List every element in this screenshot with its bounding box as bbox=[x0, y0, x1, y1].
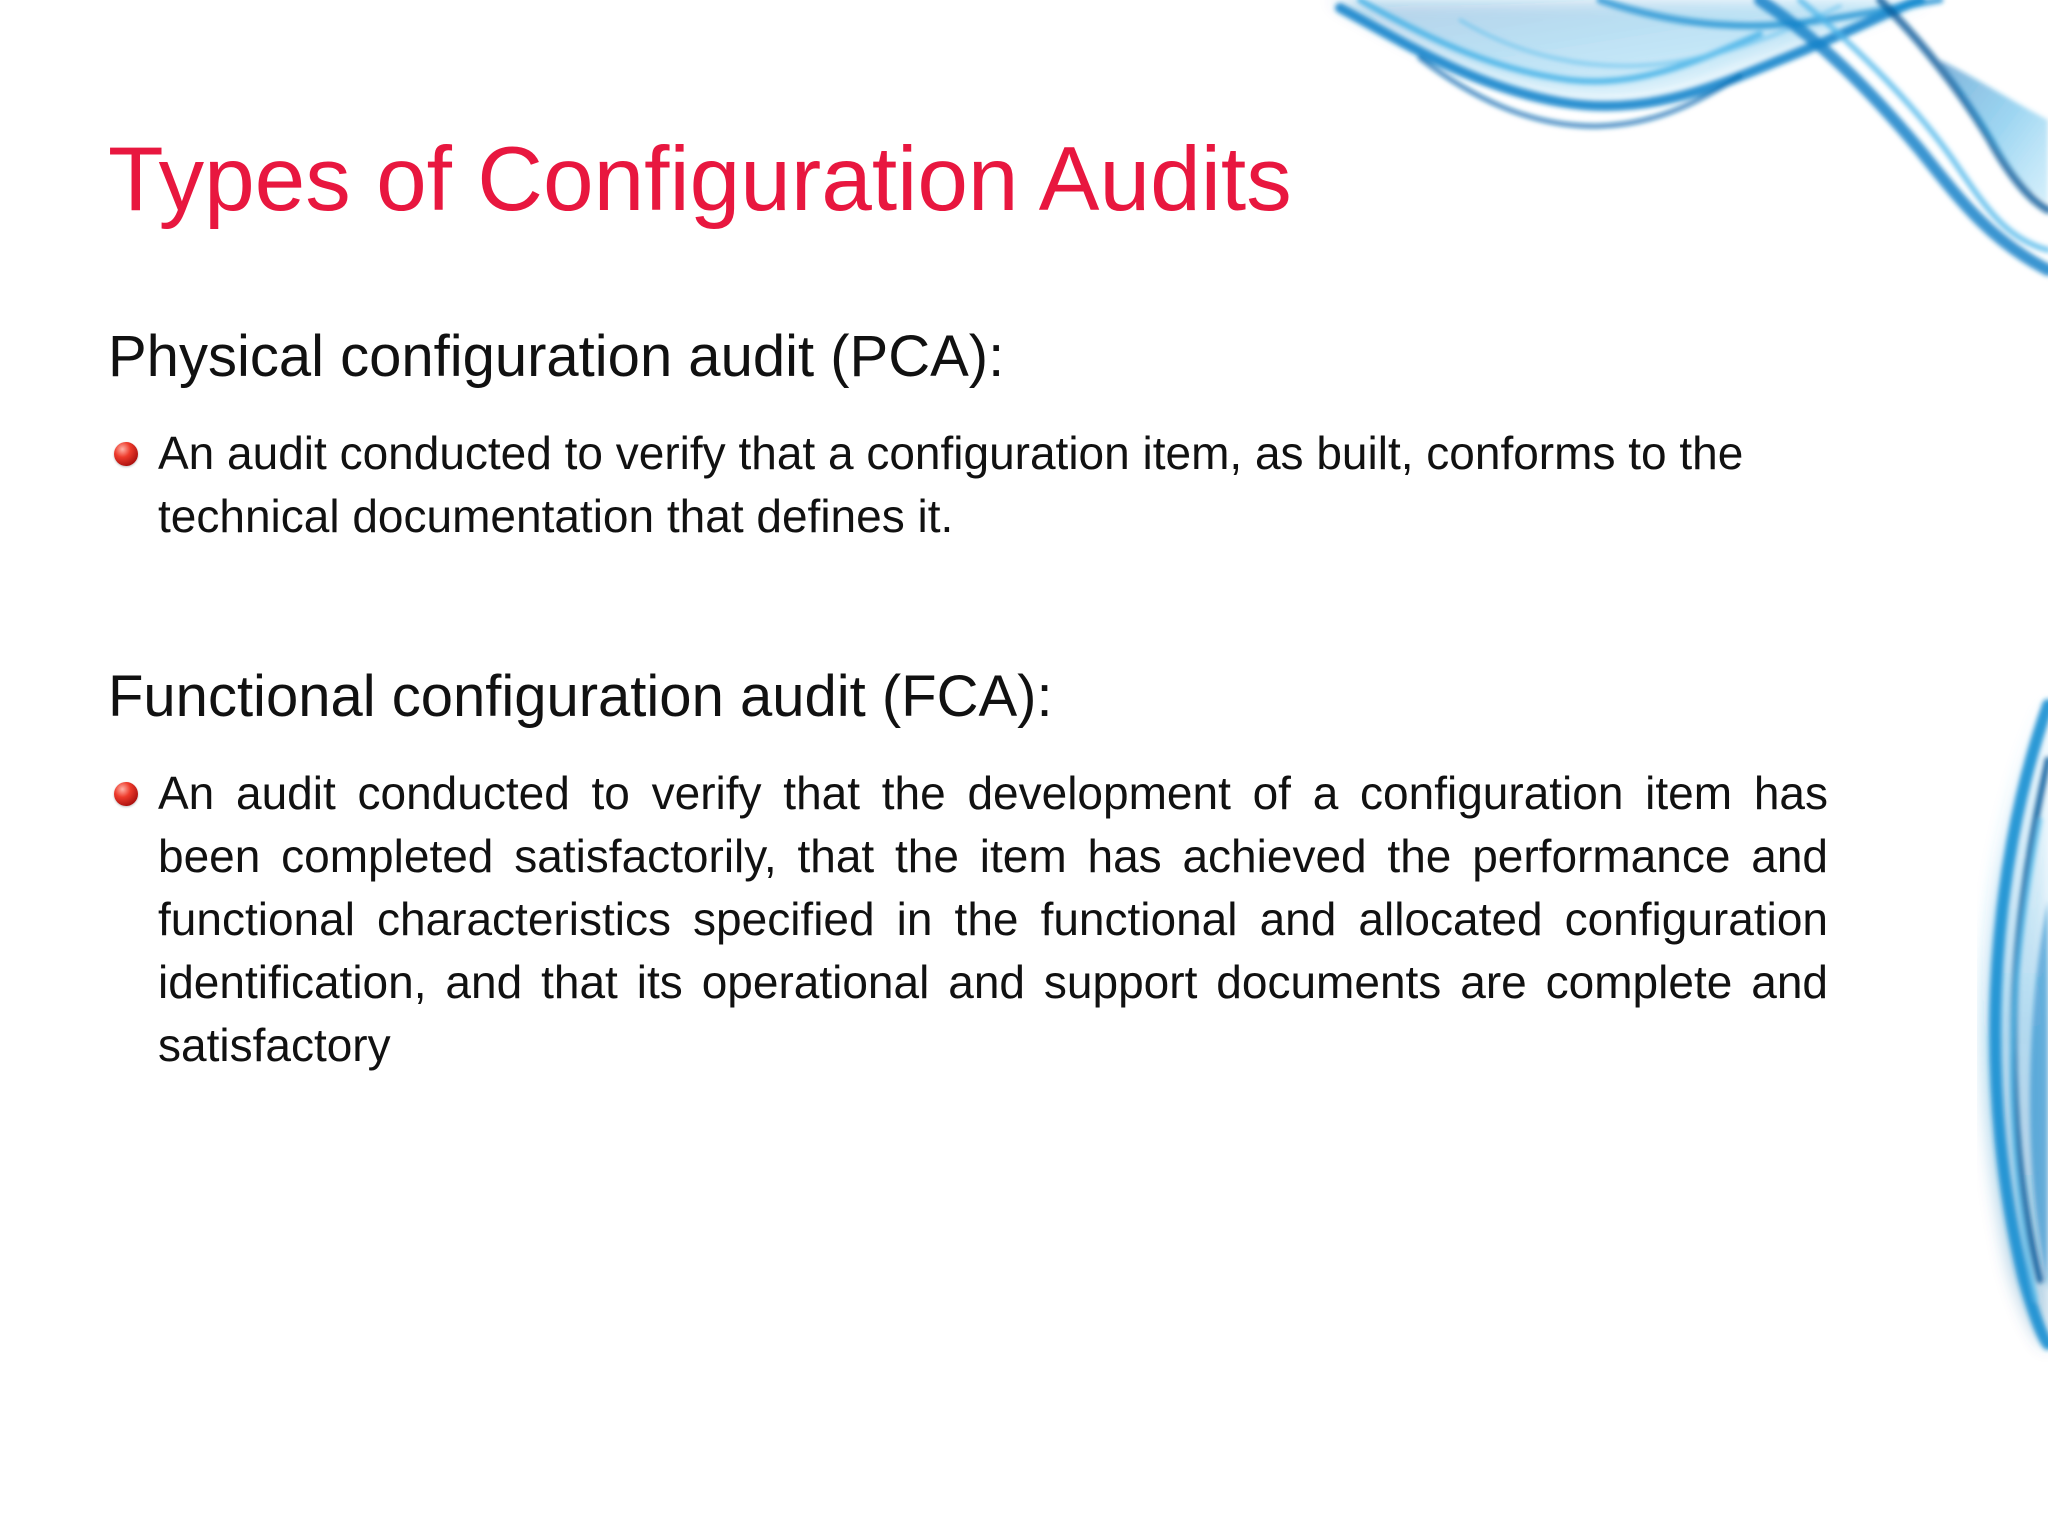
pca-bullet-item bbox=[112, 422, 1828, 548]
smoke-top-right bbox=[1330, 0, 2048, 270]
red-sphere-bullet-icon bbox=[114, 442, 138, 466]
fca-bullet-item bbox=[112, 762, 1828, 1077]
fca-description: An audit conducted to verify that the development of a configuration item has been completed satisfactorily, that the item has achieved the performance and functional characteristics specified in the functional and allocated configuration identification, and that its operational and support documents are complete and satisfactory bbox=[158, 767, 1828, 1071]
red-sphere-bullet-icon bbox=[114, 782, 138, 806]
pca-heading: Physical configuration audit (PCA): bbox=[108, 324, 1005, 389]
pca-description: An audit conducted to verify that a configuration item, as built, conforms to the technical documentation that defines it. bbox=[158, 427, 1744, 542]
slide-title: Types of Configuration Audits bbox=[108, 129, 1292, 230]
smoke-right-side bbox=[1984, 700, 2048, 1350]
fca-heading: Functional configuration audit (FCA): bbox=[108, 664, 1053, 729]
